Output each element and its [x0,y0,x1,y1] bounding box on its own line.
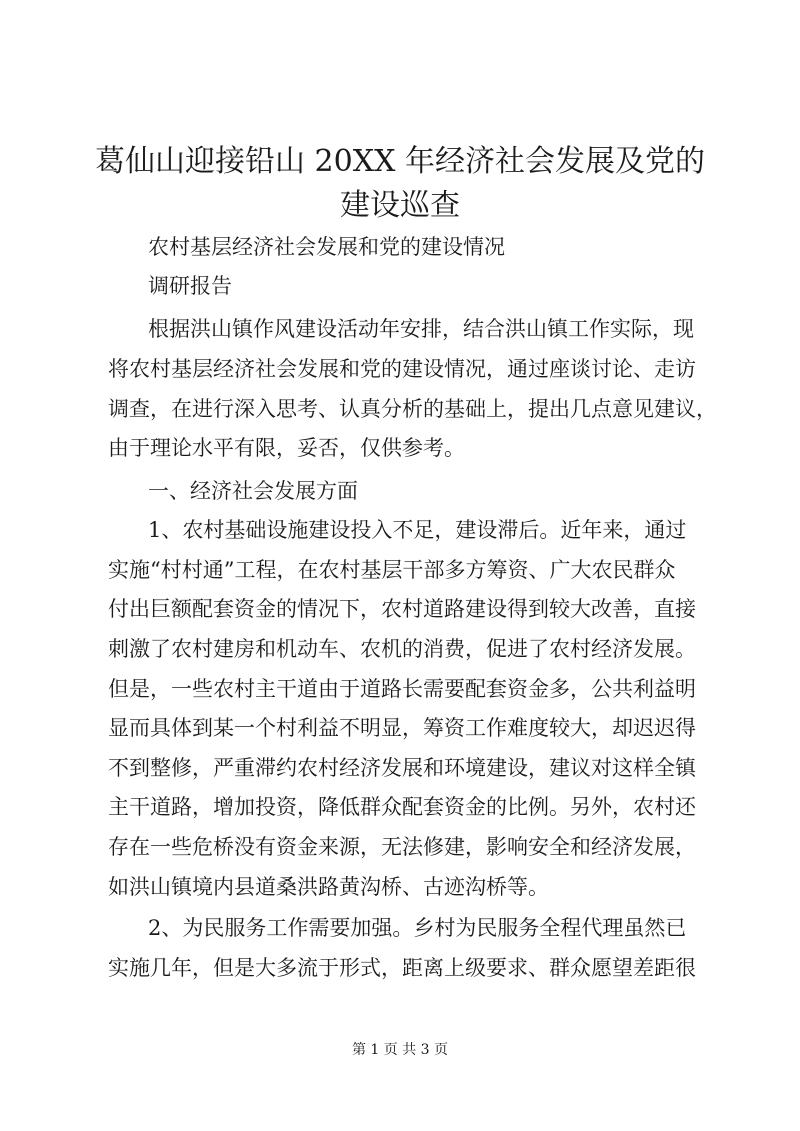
paragraph-line: 如洪山镇境内县道桑洪路黄沟桥、古迹沟桥等。 [108,875,549,899]
paragraph-line: 2、为民服务工作需要加强。乡村为民服务全程代理虽然已 [148,916,687,940]
paragraph-line: 但是，一些农村主干道由于道路长需要配套资金多，公共利益明 [108,677,696,701]
subtitle-line: 农村基层经济社会发展和党的建设情况 [148,235,505,259]
document-title-line-1: 葛仙山迎接铅山 20XX 年经济社会发展及党的 [95,144,705,179]
paragraph-line: 显而具体到某一个村利益不明显，筹资工作难度较大，却迟迟得 [108,716,696,740]
subtitle-report-line: 调研报告 [148,274,232,298]
paragraph-line: 刺激了农村建房和机动车、农机的消费，促进了农村经济发展。 [108,637,696,661]
paragraph-line: 不到整修，严重滞约农村经济发展和环境建设，建议对这样全镇 [108,756,696,780]
paragraph-line: 付出巨额配套资金的情况下，农村道路建设得到较大改善，直接 [108,597,696,621]
paragraph-line: 1、农村基础设施建设投入不足，建设滞后。近年来，通过 [148,518,687,542]
paragraph-line: 根据洪山镇作风建设活动年安排，结合洪山镇工作实际，现 [148,317,694,341]
page-footer: 第 1 页 共 3 页 [351,1042,449,1058]
paragraph-line: 存在一些危桥没有资金来源，无法修建，影响安全和经济发展， [108,835,696,859]
document-title-line-2: 建设巡查 [340,188,460,223]
paragraph-line: 实施“村村通”工程，在农村基层干部多方筹资、广大农民群众 [108,558,676,582]
paragraph-line: 主干道路，增加投资，降低群众配套资金的比例。另外，农村还 [108,795,696,819]
paragraph-line: 实施几年，但是大多流于形式，距离上级要求、群众愿望差距很 [108,956,696,980]
paragraph-line: 由于理论水平有限，妥否，仅供参考。 [108,436,465,460]
paragraph-line: 调查，在进行深入思考、认真分析的基础上，提出几点意见建议， [108,397,717,421]
section-heading: 一、经济社会发展方面 [148,479,358,503]
paragraph-line: 将农村基层经济社会发展和党的建设情况，通过座谈讨论、走访 [108,357,696,381]
